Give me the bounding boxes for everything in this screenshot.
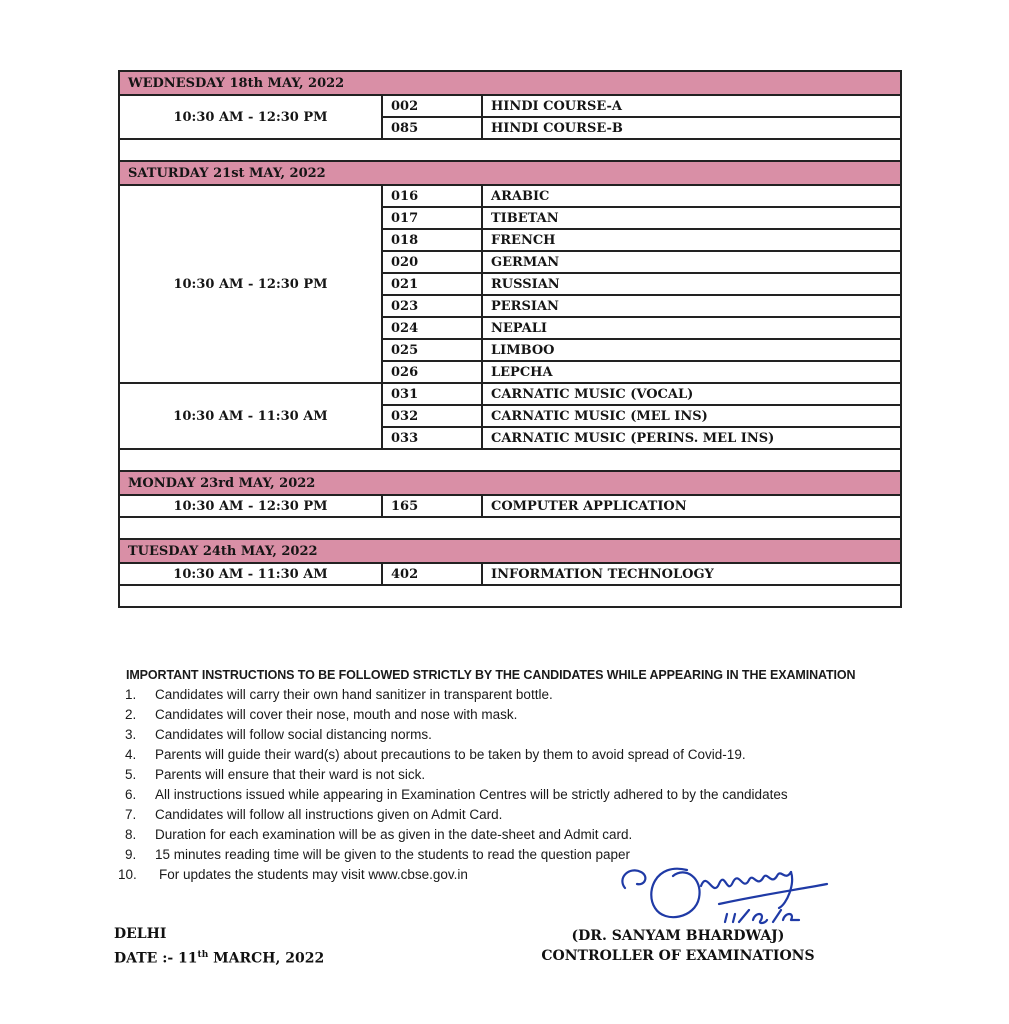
item-text: Duration for each examination will be as given in the date-sheet and Admit card. bbox=[155, 827, 633, 842]
item-text: 15 minutes reading time will be given to the students to read the question paper bbox=[155, 847, 631, 862]
signature-stroke bbox=[719, 884, 827, 904]
subject-code: 032 bbox=[382, 405, 482, 427]
signature-stroke bbox=[701, 872, 791, 888]
subject-code: 023 bbox=[382, 295, 482, 317]
place-name: DELHI bbox=[114, 926, 167, 942]
item-number: 9. bbox=[125, 847, 137, 862]
spacer-cell bbox=[119, 139, 901, 161]
subject-code: 018 bbox=[382, 229, 482, 251]
subject-name: COMPUTER APPLICATION bbox=[482, 495, 901, 517]
signature-stroke bbox=[622, 870, 645, 888]
list-item bbox=[118, 705, 878, 725]
subject-code: 002 bbox=[382, 95, 482, 117]
subject-code: 021 bbox=[382, 273, 482, 295]
spacer-cell bbox=[119, 449, 901, 471]
spacer-cell bbox=[119, 517, 901, 539]
list-item bbox=[118, 825, 878, 845]
item-text: All instructions issued while appearing in Examination Centres will be strictly adhered to by the candidates bbox=[155, 787, 788, 802]
day-header: SATURDAY 21st MAY, 2022 bbox=[119, 161, 901, 185]
subject-code: 165 bbox=[382, 495, 482, 517]
instructions-heading: IMPORTANT INSTRUCTIONS TO BE FOLLOWED STRICTLY BY THE CANDIDATES WHILE APPEARING IN THE EXAMINATION bbox=[126, 668, 856, 682]
item-text: Candidates will cover their nose, mouth and nose with mask. bbox=[155, 707, 518, 722]
item-number: 6. bbox=[125, 787, 137, 802]
subject-code: 033 bbox=[382, 427, 482, 449]
time-slot: 10:30 AM - 11:30 AM bbox=[119, 563, 382, 585]
table-row bbox=[119, 563, 901, 585]
subject-code: 024 bbox=[382, 317, 482, 339]
day-header-row bbox=[119, 539, 901, 563]
signature-image bbox=[615, 848, 835, 938]
subject-code: 031 bbox=[382, 383, 482, 405]
list-item bbox=[118, 725, 878, 745]
table-row bbox=[119, 495, 901, 517]
subject-name: FRENCH bbox=[482, 229, 901, 251]
item-number: 2. bbox=[125, 707, 137, 722]
subject-code: 020 bbox=[382, 251, 482, 273]
list-item bbox=[118, 805, 878, 825]
item-text: For updates the students may visit www.cbse.gov.in bbox=[159, 867, 468, 882]
subject-name: CARNATIC MUSIC (MEL INS) bbox=[482, 405, 901, 427]
list-item bbox=[118, 745, 878, 765]
date-rest: MARCH, 2022 bbox=[208, 950, 325, 967]
spacer-row bbox=[119, 517, 901, 539]
table-row bbox=[119, 185, 901, 207]
subject-code: 025 bbox=[382, 339, 482, 361]
day-header-row bbox=[119, 471, 901, 495]
item-number: 10. bbox=[118, 867, 137, 882]
time-slot: 10:30 AM - 12:30 PM bbox=[119, 495, 382, 517]
subject-code: 085 bbox=[382, 117, 482, 139]
spacer-row bbox=[119, 139, 901, 161]
spacer-row bbox=[119, 449, 901, 471]
day-header-row bbox=[119, 161, 901, 185]
list-item bbox=[118, 685, 878, 705]
item-text: Candidates will follow all instructions given on Admit Card. bbox=[155, 807, 503, 822]
exam-schedule-table bbox=[118, 70, 902, 608]
subject-name: GERMAN bbox=[482, 251, 901, 273]
subject-code: 016 bbox=[382, 185, 482, 207]
time-slot: 10:30 AM - 12:30 PM bbox=[119, 185, 382, 383]
spacer-row bbox=[119, 585, 901, 607]
item-text: Candidates will follow social distancing norms. bbox=[155, 727, 432, 742]
subject-name: CARNATIC MUSIC (VOCAL) bbox=[482, 383, 901, 405]
day-header: TUESDAY 24th MAY, 2022 bbox=[119, 539, 901, 563]
subject-code: 026 bbox=[382, 361, 482, 383]
time-slot: 10:30 AM - 11:30 AM bbox=[119, 383, 382, 449]
subject-name: ARABIC bbox=[482, 185, 901, 207]
signatory-title: CONTROLLER OF EXAMINATIONS bbox=[541, 948, 815, 964]
item-number: 5. bbox=[125, 767, 137, 782]
table-row bbox=[119, 95, 901, 117]
signatory-block bbox=[528, 926, 828, 966]
day-header: MONDAY 23rd MAY, 2022 bbox=[119, 471, 901, 495]
item-number: 8. bbox=[125, 827, 137, 842]
item-text: Parents will ensure that their ward is not sick. bbox=[155, 767, 426, 782]
day-header-row bbox=[119, 71, 901, 95]
subject-name: LEPCHA bbox=[482, 361, 901, 383]
signature-stroke bbox=[651, 869, 699, 917]
item-text: Candidates will carry their own hand sanitizer in transparent bottle. bbox=[155, 687, 553, 702]
day-header: WEDNESDAY 18th MAY, 2022 bbox=[119, 71, 901, 95]
subject-name: INFORMATION TECHNOLOGY bbox=[482, 563, 901, 585]
signatory-name: (DR. SANYAM BHARDWAJ) bbox=[571, 928, 785, 944]
time-slot: 10:30 AM - 12:30 PM bbox=[119, 95, 382, 139]
subject-name: CARNATIC MUSIC (PERINS. MEL INS) bbox=[482, 427, 901, 449]
list-item bbox=[118, 785, 878, 805]
subject-name: RUSSIAN bbox=[482, 273, 901, 295]
list-item bbox=[118, 765, 878, 785]
signature-stroke bbox=[725, 910, 799, 923]
spacer-cell bbox=[119, 585, 901, 607]
place-date-block bbox=[114, 924, 324, 970]
table-row bbox=[119, 383, 901, 405]
item-text: Parents will guide their ward(s) about precautions to be taken by them to avoid spread of Covid-19. bbox=[155, 747, 746, 762]
item-number: 4. bbox=[125, 747, 137, 762]
subject-name: TIBETAN bbox=[482, 207, 901, 229]
subject-code: 017 bbox=[382, 207, 482, 229]
subject-name: PERSIAN bbox=[482, 295, 901, 317]
date-label: DATE :- 11 bbox=[114, 950, 198, 967]
subject-code: 402 bbox=[382, 563, 482, 585]
date-ordinal: th bbox=[197, 950, 209, 960]
issue-date bbox=[114, 945, 324, 970]
subject-name: LIMBOO bbox=[482, 339, 901, 361]
subject-name: HINDI COURSE-B bbox=[482, 117, 901, 139]
item-number: 3. bbox=[125, 727, 137, 742]
subject-name: NEPALI bbox=[482, 317, 901, 339]
item-number: 1. bbox=[125, 687, 137, 702]
subject-name: HINDI COURSE-A bbox=[482, 95, 901, 117]
item-number: 7. bbox=[125, 807, 137, 822]
